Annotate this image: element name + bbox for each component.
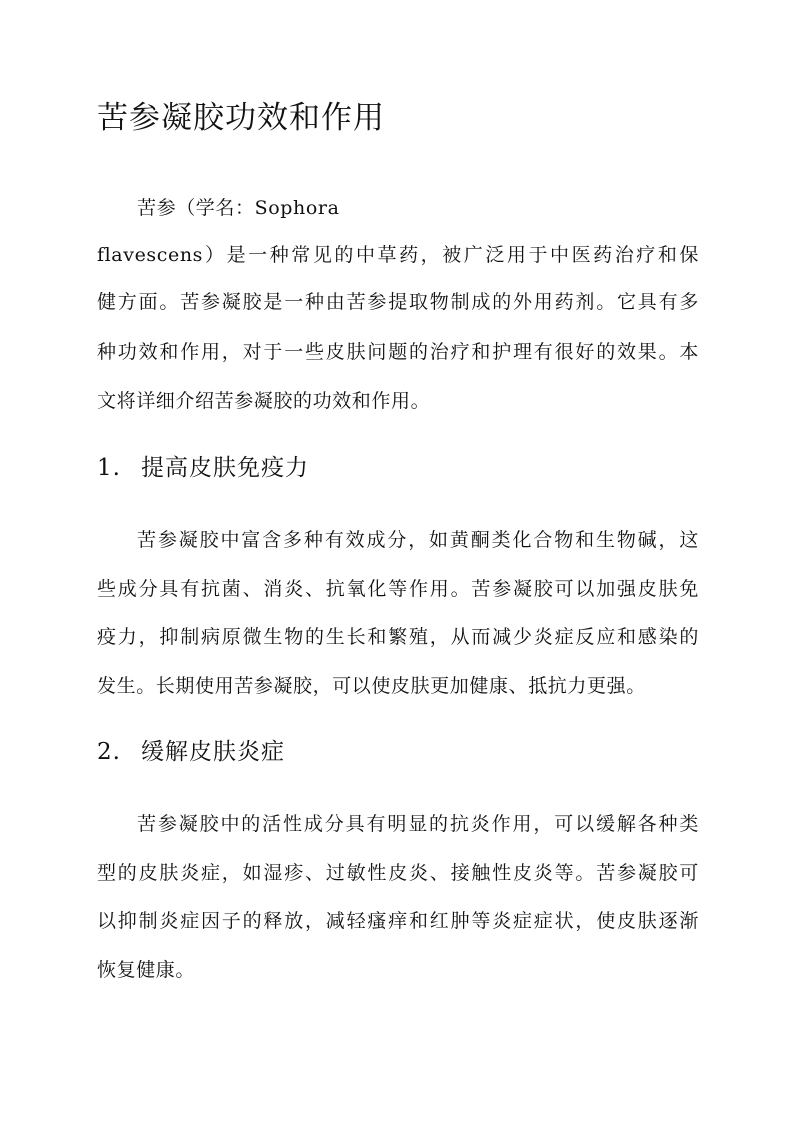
section-line: 以抑制炎症因子的释放，减轻瘙痒和红肿等炎症症状，使皮肤逐渐	[97, 910, 699, 932]
section-line: 发生。长期使用苦参凝胶，可以使皮肤更加健康、抵抗力更强。	[97, 675, 646, 697]
intro-line: 文将详细介绍苦参凝胶的功效和作用。	[97, 390, 431, 412]
intro-line: 种功效和作用，对于一些皮肤问题的治疗和护理有很好的效果。本	[97, 341, 699, 363]
section-number: 1.	[97, 455, 121, 481]
intro-line: flavescens）是一种常见的中草药，被广泛用于中医药治疗和保	[97, 244, 699, 266]
section-heading-text: 缓解皮肤炎症	[141, 739, 285, 765]
section-line: 疫力，抑制病原微生物的生长和繁殖，从而减少炎症反应和感染的	[97, 626, 699, 648]
section-line: 型的皮肤炎症，如湿疹、过敏性皮炎、接触性皮炎等。苦参凝胶可	[97, 862, 699, 884]
section-line: 苦参凝胶中富含多种有效成分，如黄酮类化合物和生物碱，这	[137, 529, 699, 551]
section-line: 恢复健康。	[97, 959, 196, 981]
document-title: 苦参凝胶功效和作用	[97, 100, 385, 136]
section-line: 苦参凝胶中的活性成分具有明显的抗炎作用，可以缓解各种类	[137, 813, 699, 835]
intro-line: 苦参（学名：Sophora	[137, 197, 340, 219]
section-heading	[97, 736, 285, 768]
section-line: 些成分具有抗菌、消炎、抗氧化等作用。苦参凝胶可以加强皮肤免	[97, 578, 699, 600]
section-heading	[97, 452, 309, 484]
section-number: 2.	[97, 739, 121, 765]
section-heading-text: 提高皮肤免疫力	[141, 455, 309, 481]
intro-line: 健方面。苦参凝胶是一种由苦参提取物制成的外用药剂。它具有多	[97, 291, 699, 313]
